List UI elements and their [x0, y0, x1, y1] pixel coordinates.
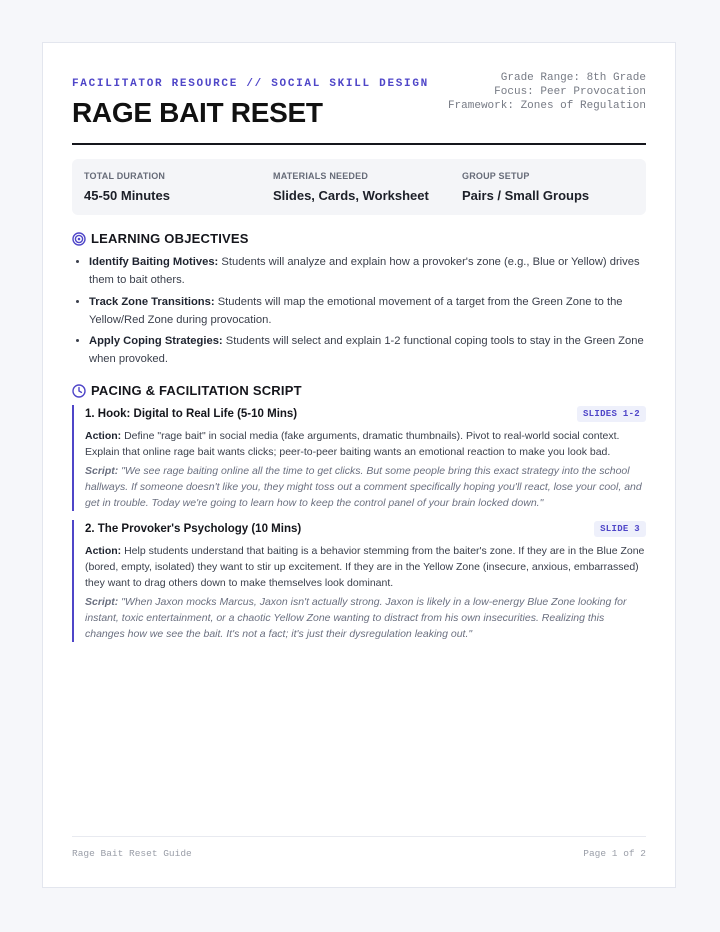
doc-meta — [448, 71, 646, 113]
action-label: Action: — [85, 430, 122, 442]
objectives-list — [72, 253, 646, 372]
stat-label: TOTAL DURATION — [84, 171, 166, 181]
pacing-heading-label: PACING & FACILITATION SCRIPT — [91, 383, 302, 398]
stat-value: 45-50 Minutes — [84, 188, 170, 203]
script-body: "When Jaxon mocks Marcus, Jaxon isn't actually strong. Jaxon is likely in a low-energy Blue Zone looking for instant, toxic entertainment, or a chaotic Yellow Zone wanting to distract from his own insecurities. Realizing this changes how we see the bait. It's not a fact; it's just their dysregulation leaking out." — [85, 596, 627, 640]
meta-grade: Grade Range: 8th Grade — [500, 72, 646, 84]
list-item — [89, 253, 646, 289]
action-text — [85, 428, 646, 460]
script-body: "We see rage baiting online all the time to get clicks. But some people bring this exact strategy into the school hallways. If someone doesn't like you, they might toss out a comment specifically hoping you'll react, lose your cool, and get in trouble. Today we're going to learn how to keep the control panel of your brain locked down." — [85, 465, 642, 509]
footer-rule — [72, 836, 646, 837]
objective-lead: Identify Baiting Motives: — [89, 256, 219, 268]
action-body: Help students understand that baiting is a behavior stemming from the baiter's zone. If they are in the Blue Zone (bored, empty, isolated) they want to stir up excitement. If they are in the Yellow Zone (insecure, anxious, embarrassed) they want to drag others down to make themselves look dominant. — [85, 545, 645, 589]
summary-panel — [72, 159, 646, 215]
target-icon — [72, 232, 86, 246]
objective-lead: Apply Coping Strategies: — [89, 335, 223, 347]
action-text — [85, 543, 646, 591]
stat-label: MATERIALS NEEDED — [273, 171, 369, 181]
slide-badge: SLIDES 1-2 — [577, 406, 646, 422]
meta-focus: Focus: Peer Provocation — [494, 86, 646, 98]
pacing-block-hook — [72, 405, 646, 511]
script-text — [85, 463, 646, 511]
stat-materials — [273, 171, 429, 203]
action-body: Define "rage bait" in social media (fake arguments, dramatic thumbnails). Pivot to real-world social context. Explain that online rage bait wants clicks; peer-to-peer baiting wants an emotional reaction to make you look bad. — [85, 430, 620, 458]
pacing-heading — [72, 383, 302, 398]
footer-title: Rage Bait Reset Guide — [72, 848, 192, 859]
document-page — [42, 42, 676, 888]
objective-lead: Track Zone Transitions: — [89, 295, 215, 308]
script-label: Script: — [85, 465, 119, 477]
stat-value: Slides, Cards, Worksheet — [273, 188, 429, 203]
meta-framework: Framework: Zones of Regulation — [447, 100, 646, 112]
block-title: 1. Hook: Digital to Real Life (5-10 Mins) — [85, 408, 298, 420]
slide-badge: SLIDE 3 — [594, 521, 646, 537]
script-text — [85, 594, 646, 642]
stat-duration — [84, 171, 170, 203]
pacing-block-psychology — [72, 520, 646, 642]
doc-title: RAGE BAIT RESET — [72, 97, 323, 128]
stat-label: GROUP SETUP — [462, 171, 530, 181]
objective-text: Students will select and explain 1-2 functional coping tools to stay in the Green Zone when provoked. — [89, 335, 644, 365]
list-item — [89, 332, 646, 368]
list-item — [89, 293, 646, 329]
script-label: Script: — [85, 596, 119, 608]
action-label: Action: — [85, 545, 122, 557]
objective-text: Students will analyze and explain how a provoker's zone (e.g., Blue or Yellow) drives them to bait others. — [89, 256, 640, 286]
clock-icon — [72, 384, 86, 398]
stat-group-setup — [462, 171, 589, 203]
page-number: Page 1 of 2 — [583, 848, 646, 859]
doc-kicker: FACILITATOR RESOURCE // SOCIAL SKILL DESIGN — [72, 78, 429, 90]
objectives-heading-label: LEARNING OBJECTIVES — [91, 231, 249, 246]
objective-text: Students will map the emotional movement of a target from the Green Zone to the Yellow/Red Zone during provocation. — [89, 295, 623, 326]
block-title: 2. The Provoker's Psychology (10 Mins) — [85, 523, 302, 535]
header-rule — [72, 143, 646, 145]
stat-value: Pairs / Small Groups — [462, 188, 590, 203]
objectives-heading — [72, 231, 249, 246]
